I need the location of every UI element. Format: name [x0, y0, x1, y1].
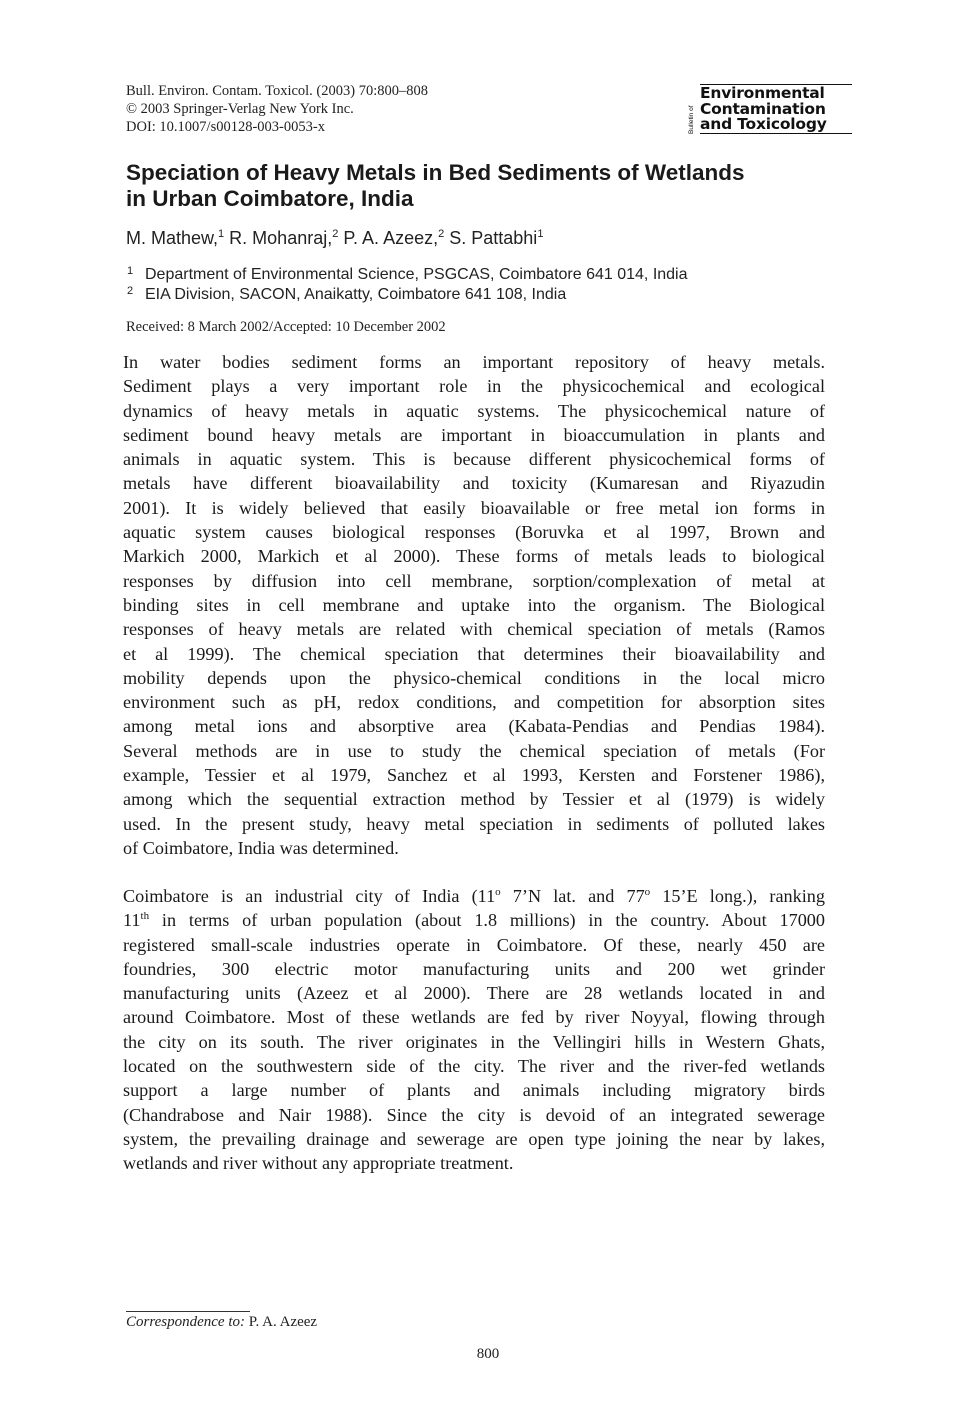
- received-dates: Received: 8 March 2002/Accepted: 10 December 2002: [126, 319, 446, 335]
- body-paragraph-2: [123, 884, 825, 1176]
- citation-block: [126, 82, 428, 136]
- author-affiliation-mark: 2: [438, 228, 445, 240]
- text-line: et al 1999). The chemical speciation that determines their bioavailability and: [123, 643, 825, 664]
- text-line: aquatic system causes biological responses (Boruvka et al 1997, Brown and: [123, 522, 825, 543]
- affiliation-text: Department of Environmental Science, PSGCAS, Coimbatore 641 014, India: [145, 266, 688, 283]
- text-line: environment such as pH, redox conditions, and competition for absorption sites: [123, 692, 825, 713]
- journal-logo-side: [688, 86, 698, 134]
- text-line: [123, 884, 825, 908]
- author-affiliation-mark: 1: [218, 228, 225, 240]
- affiliation: [126, 265, 688, 285]
- affiliation: [126, 285, 688, 305]
- degree-mark: o: [495, 886, 501, 898]
- text-line: registered small-scale industries operate in Coimbatore. Of these, nearly 450 are: [123, 934, 825, 955]
- affiliation-list: [126, 265, 688, 305]
- text-line: of Coimbatore, India was determined.: [123, 837, 399, 858]
- affiliation-number: 2: [127, 285, 134, 297]
- text-line: around Coimbatore. Most of these wetlands are fed by river Noyyal, flowing through: [123, 1007, 825, 1028]
- affiliation-text: EIA Division, SACON, Anaikatty, Coimbatore 641 108, India: [145, 286, 567, 303]
- author-affiliation-mark: 1: [537, 228, 544, 240]
- text-line: foundries, 300 electric motor manufacturing units and 200 wet grinder: [123, 958, 825, 979]
- text-line: mobility depends upon the physico-chemical conditions in the local micro: [123, 667, 825, 688]
- copyright: © 2003 Springer-Verlag New York Inc.: [126, 101, 354, 117]
- correspondence-name: P. A. Azeez: [245, 1314, 318, 1330]
- text-line: responses of heavy metals are related with chemical speciation of metals (Ramos: [123, 619, 825, 640]
- text-line: [123, 908, 825, 932]
- correspondence-label: Correspondence to:: [126, 1314, 246, 1330]
- journal-logo-line-1: Environmental: [700, 84, 825, 102]
- author-affiliation-mark: 2: [332, 228, 339, 240]
- text-line: animals in aquatic system. This is because different physicochemical forms of: [123, 449, 825, 470]
- citation: Bull. Environ. Contam. Toxicol. (2003) 70:800–808: [126, 83, 428, 99]
- author-name: M. Mathew,: [126, 228, 219, 248]
- doi: DOI: 10.1007/s00128-003-0053-x: [126, 119, 325, 135]
- journal-logo-line-2: Contamination: [700, 99, 826, 118]
- text-fragment: in terms of urban population (about 1.8 millions) in the country. About 17000: [149, 910, 825, 931]
- text-line: example, Tessier et al 1979, Sanchez et al 1993, Kersten and Forstener 1986),: [123, 765, 825, 786]
- article-title-line-1: Speciation of Heavy Metals in Bed Sediments of Wetlands: [126, 160, 745, 185]
- text-line: Sediment plays a very important role in the physicochemical and ecological: [123, 376, 825, 397]
- text-line: In water bodies sediment forms an important repository of heavy metals.: [123, 352, 825, 372]
- text-line: wetlands and river without any appropriate treatment.: [123, 1153, 514, 1174]
- text-line: responses by diffusion into cell membrane, sorption/complexation of metal at: [123, 570, 825, 591]
- text-line: used. In the present study, heavy metal speciation in sediments of polluted lakes: [123, 813, 825, 834]
- ordinal-suffix: th: [140, 910, 150, 923]
- text-fragment: 7’N lat. and 77: [500, 886, 645, 906]
- author-list: [126, 226, 543, 250]
- body-paragraph-1: [123, 350, 825, 860]
- text-line: system, the prevailing drainage and sewerage are open type joining the near by lakes,: [123, 1128, 825, 1149]
- author-name: R. Mohanraj,: [229, 228, 333, 248]
- journal-logo-title: [700, 84, 852, 134]
- text-line: sediment bound heavy metals are important in bioaccumulation in plants and: [123, 424, 825, 445]
- affiliation-number: 1: [127, 265, 134, 277]
- author-name: S. Pattabhi: [449, 228, 538, 248]
- text-line: among metal ions and absorptive area (Kabata-Pendias and Pendias 1984).: [123, 716, 825, 737]
- article-title: [126, 160, 846, 212]
- text-line: 2001). It is widely believed that easily bioavailable or free metal ion forms in: [123, 497, 825, 518]
- journal-logo: [688, 84, 852, 136]
- text-line: manufacturing units (Azeez et al 2000). There are 28 wetlands located in and: [123, 983, 825, 1004]
- text-line: Markich 2000, Markich et al 2000). These forms of metals leads to biological: [123, 546, 825, 567]
- article-title-line-2: in Urban Coimbatore, India: [126, 186, 414, 211]
- text-line: (Chandrabose and Nair 1988). Since the city is devoid of an integrated sewerage: [123, 1104, 825, 1125]
- text-fragment: Coimbatore is an industrial city of India (11: [123, 886, 496, 906]
- text-line: the city on its south. The river originates in the Vellingiri hills in Western Ghats,: [123, 1031, 825, 1052]
- text-line: binding sites in cell membrane and uptake into the organism. The Biological: [123, 594, 825, 615]
- text-line: located on the southwestern side of the city. The river and the river-fed wetlands: [123, 1056, 825, 1077]
- text-line: among which the sequential extraction method by Tessier et al (1979) is widely: [123, 789, 825, 810]
- text-line: metals have different bioavailability and toxicity (Kumaresan and Riyazudin: [123, 473, 825, 494]
- text-line: support a large number of plants and animals including migratory birds: [123, 1080, 825, 1101]
- page-number: 800: [476, 1346, 500, 1362]
- degree-mark: o: [644, 886, 651, 898]
- footnote-divider: [126, 1311, 250, 1312]
- journal-logo-line-3: and Toxicology: [700, 115, 827, 133]
- text-line: Several methods are in use to study the chemical speciation of metals (For: [123, 740, 825, 761]
- text-fragment: 15’E long.), ranking: [650, 886, 825, 906]
- author-name: P. A. Azeez,: [343, 228, 439, 248]
- journal-logo-side-text: Bulletin of: [688, 105, 695, 134]
- text-line: dynamics of heavy metals in aquatic systems. The physicochemical nature of: [123, 400, 825, 421]
- text-fragment: 11: [123, 910, 141, 931]
- correspondence-footnote: [126, 1313, 317, 1332]
